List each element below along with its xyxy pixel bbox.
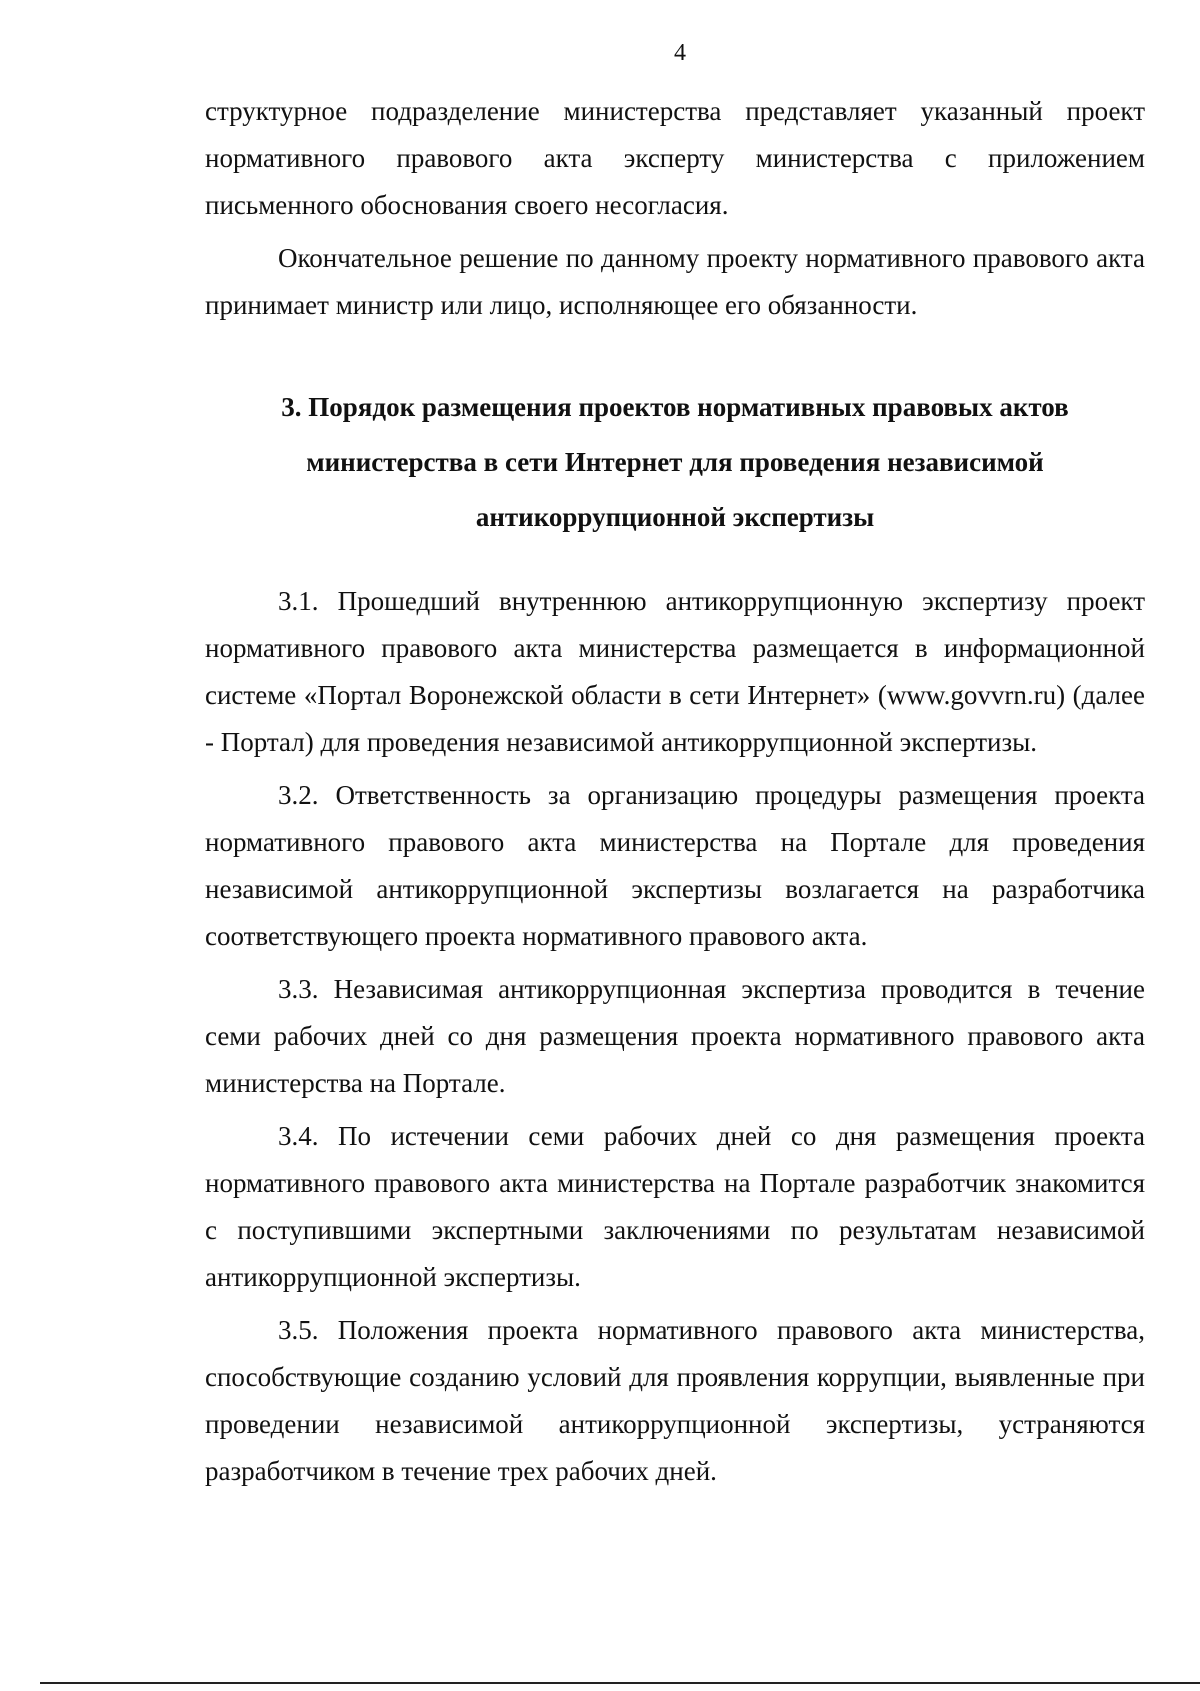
heading-line-3: антикоррупционной экспертизы: [475, 502, 875, 532]
paragraph-3-4: 3.4. По истечении семи рабочих дней со дня размещения проекта нормативного правового акта министерства на Портале разработчик знакомится с поступившими экспертными заключениями по результатам независимой антикоррупционной экспертизы.: [205, 1121, 1145, 1292]
intro-text: [205, 88, 1145, 367]
final-decision-paragraph: Окончательное решение по данному проекту нормативного правового акта принимает министр или лицо, исполняющее его обязанности.: [205, 243, 1145, 320]
paragraph-3-3: 3.3. Независимая антикоррупционная экспертиза проводится в течение семи рабочих дней со дня размещения проекта нормативного правового акта министерства на Портале.: [205, 974, 1145, 1098]
heading-line-2: министерства в сети Интернет для проведения независимой: [306, 447, 1044, 477]
paragraph-3-2: 3.2. Ответственность за организацию процедуры размещения проекта нормативного правового акта министерства на Портале для проведения независимой антикоррупционной экспертизы возлагается на разработчика соответствующего проекта нормативного правового акта.: [205, 780, 1145, 951]
paragraph-3-5: 3.5. Положения проекта нормативного правового акта министерства, способствующие созданию условий для проявления коррупции, выявленные при проведении независимой антикоррупционной экспертизы, устраняются разработчиком в течение трех рабочих дней.: [205, 1315, 1145, 1486]
bottom-scan-rule: [40, 1682, 1200, 1684]
heading-line-1: 3. Порядок размещения проектов нормативных правовых актов: [281, 392, 1069, 422]
page-number: 4: [674, 40, 686, 66]
section-3-body: [205, 578, 1145, 1501]
section-3-heading: [205, 380, 1145, 545]
continued-paragraph: структурное подразделение министерства представляет указанный проект нормативного правового акта эксперту министерства с приложением письменного обоснования своего несогласия.: [205, 96, 1145, 220]
paragraph-3-1: 3.1. Прошедший внутреннюю антикоррупционную экспертизу проект нормативного правового акта министерства размещается в информационной системе «Портал Воронежской области в сети Интернет» (www.govvrn.ru) (далее - Портал) для проведения независимой антикоррупционной экспертизы.: [205, 586, 1145, 757]
